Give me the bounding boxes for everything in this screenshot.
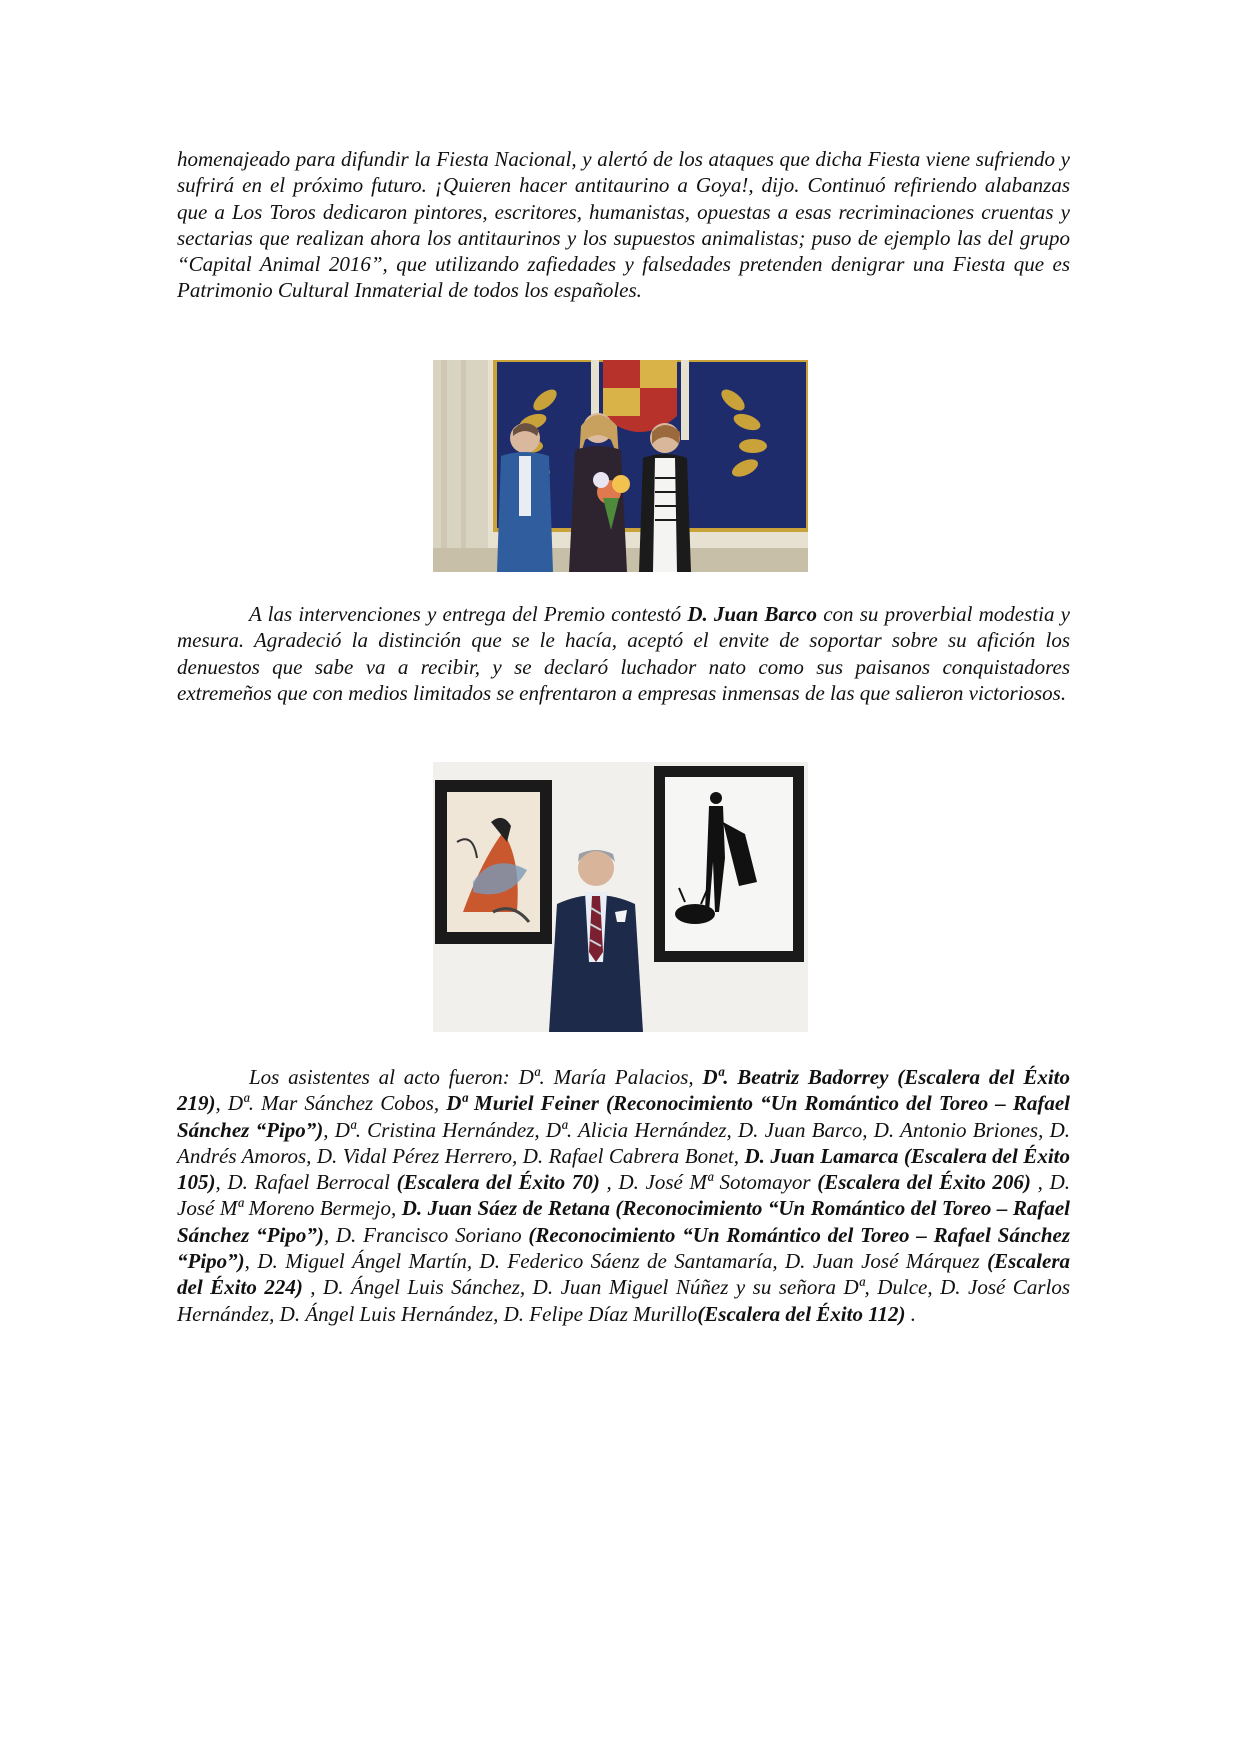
paragraph-reply bbox=[177, 601, 1070, 706]
paragraph-text: , D. José Mª Sotomayor bbox=[599, 1170, 818, 1195]
bold-award: (Escalera del Éxito 70) bbox=[396, 1170, 600, 1195]
paragraph-text: , D. Rafael Berrocal bbox=[215, 1170, 397, 1195]
paragraph-text: , Dª. Mar Sánchez Cobos, bbox=[215, 1091, 447, 1116]
paragraph-text: A las intervenciones y entrega del Premio contestó bbox=[249, 602, 688, 626]
photo-award-ceremony bbox=[433, 360, 808, 572]
bold-award: (Reconocimiento “Un Romántico del Toreo – Rafael Sánchez “Pipo”) bbox=[177, 1222, 1070, 1274]
bold-award: (Escalera del Éxito 112) bbox=[697, 1301, 906, 1326]
paragraph-text: , D. Ángel Luis Sánchez, D. Juan Miguel Núñez y su señora Dª, Dulce, D. José Carlos Hernández, D. Ángel Luis Hernández, D. Felipe Díaz Murillo bbox=[177, 1275, 1070, 1326]
paragraph-text: Los asistentes al acto fueron: Dª. María Palacios, bbox=[249, 1065, 703, 1089]
bold-name: D. Juan Barco bbox=[687, 602, 817, 626]
paragraph-text: con su proverbial modestia y mesura. Agradeció la distinción que se le hacía, aceptó el envite de soportar sobre su afición los denuestos que sabe va a recibir, y se declaró luchador nato como sus paisanos conquistadores extremeños que con medios limitados se enfrentaron a empresas inmensas de las que salieron victoriosos. bbox=[177, 602, 1070, 705]
paragraph-attendees bbox=[177, 1064, 1070, 1327]
paragraph-text: , D. José Mª Moreno Bermejo, bbox=[177, 1170, 1070, 1221]
paragraph-speech-summary bbox=[177, 146, 1070, 304]
bold-name: Dª. Beatriz Badorrey (Escalera del Éxito 219) bbox=[177, 1065, 1070, 1116]
paragraph-text: homenajeado para difundir la Fiesta Nacional, y alertó de los ataques que dicha Fiesta viene sufriendo y sufrirá en el próximo futuro. ¡Quieren hacer antitaurino a Goya!, dijo. Continuó refiriendo alabanzas que a Los Toros dedicaron pintores, escritores, humanistas, opuestas a esas recriminaciones cruentas y sectarias que realizan ahora los antitaurinos y los supuestos animalistas; puso de ejemplo las del grupo “Capital Animal 2016”, que utilizando zafiedades y falsedades pretenden denigrar una Fiesta que es Patrimonio Cultural Inmaterial de todos los españoles. bbox=[177, 147, 1070, 303]
bold-award: (Escalera del Éxito 224) bbox=[177, 1249, 1070, 1300]
paragraph-text: . bbox=[905, 1301, 917, 1326]
paragraph-text: , Dª. Cristina Hernández, Dª. Alicia Hernández, D. Juan Barco, D. Antonio Briones, D. Andrés Amoros, D. Vidal Pérez Herrero, D. Rafael Cabrera Bonet, bbox=[177, 1117, 1070, 1168]
bold-name: D. Juan Lamarca (Escalera del Éxito 105) bbox=[177, 1143, 1070, 1195]
bold-award: (Escalera del Éxito 206) bbox=[817, 1170, 1031, 1195]
photo-man-with-paintings bbox=[433, 762, 808, 1032]
bold-name: D. Juan Sáez de Retana (Reconocimiento “Un Romántico del Toreo – Rafael Sánchez “Pipo”) bbox=[177, 1196, 1070, 1247]
bold-name: Dª Muriel Feiner (Reconocimiento “Un Romántico del Toreo – Rafael Sánchez “Pipo”) bbox=[177, 1091, 1071, 1142]
paragraph-text: , D. Francisco Soriano bbox=[323, 1222, 529, 1247]
paragraph-text: , D. Miguel Ángel Martín, D. Federico Sáenz de Santamaría, D. Juan José Márquez bbox=[244, 1249, 988, 1274]
